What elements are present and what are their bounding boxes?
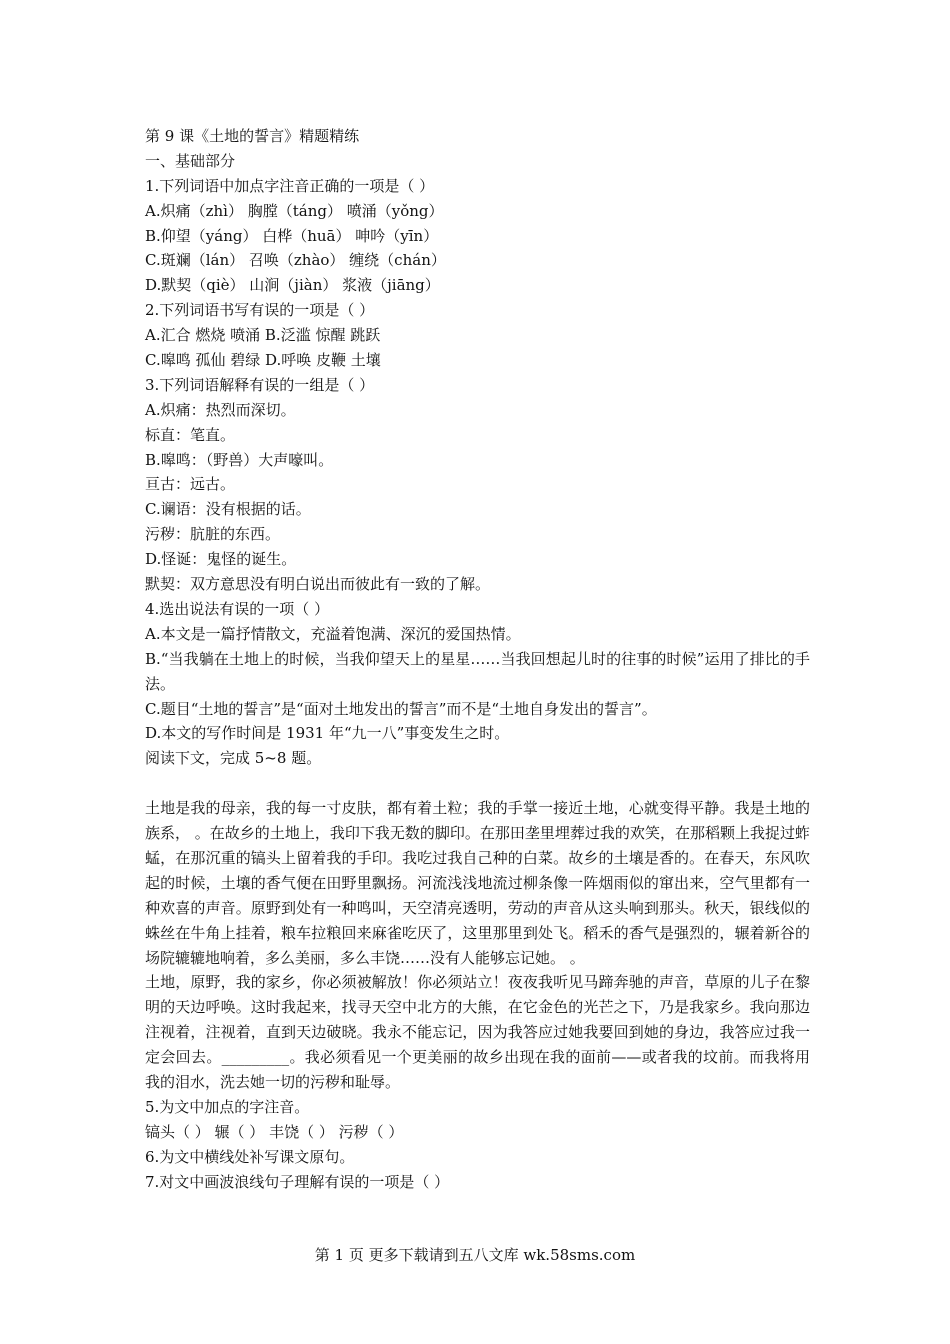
passage-paragraph-1: 土地是我的母亲，我的每一寸皮肤，都有着土粒；我的手掌一接近土地，心就变得平静。我是土地的族系， 。在故乡的土地上，我印下我无数的脚印。在那田垄里埋葬过我的欢笑，在那稻颗上我捉过蚱蜢，在那沉重的镐头上留着我的手印。我吃过我自己种的白菜。故乡的土壤是香的。在春天，东风吹起的时候，土壤的香气便在田野里飘扬。河流浅浅地流过柳条像一阵烟雨似的窜出来，空气里都有一种欢喜的声音。原野到处有一种鸣叫，天空清亮透明，劳动的声音从这头响到那头。秋天，银线似的蛛丝在牛角上挂着，粮车拉粮回来麻雀吃厌了，这里那里到处飞。稻禾的香气是强烈的，辗着新谷的场院辘辘地响着，多么美丽，多么丰饶……没有人能够忘记她。 。 (145, 799, 810, 967)
question-1-option-a: A.炽痛（zhì） 胸膛（táng） 喷涌（yǒng） (145, 201, 444, 220)
document-body (145, 124, 810, 1195)
section-heading: 一、基础部分 (145, 151, 236, 170)
question-3-line: A.炽痛：热烈而深切。 (145, 400, 296, 419)
spacer (145, 771, 810, 796)
question-4-stem: 4.选出说法有误的一项（ ） (145, 599, 330, 618)
question-1-option-c: C.斑斓（lán） 召唤（zhào） 缠绕（chán） (145, 251, 446, 270)
question-7-stem: 7.对文中画波浪线句子理解有误的一项是（ ） (145, 1172, 450, 1191)
document-title: 第 9 课《土地的誓言》精题精练 (145, 127, 360, 145)
question-4-option-b: B.“当我躺在土地上的时候，当我仰望天上的星星……当我回想起儿时的往事的时候”运用了排比的手法。 (145, 649, 810, 693)
question-3-stem: 3.下列词语解释有误的一组是（ ） (145, 375, 375, 394)
question-6-stem: 6.为文中横线处补写课文原句。 (145, 1147, 355, 1166)
question-3-line: D.怪诞：鬼怪的诞生。 (145, 550, 297, 569)
question-2-option-ab: A.汇合 燃烧 喷涌 B.泛滥 惊醒 跳跃 (145, 326, 381, 345)
passage-paragraph-2: 土地，原野，我的家乡，你必须被解放！你必须站立！夜夜我听见马蹄奔驰的声音，草原的儿子在黎明的天边呼唤。这时我起来，找寻天空中北方的大熊，在它金色的光芒之下，乃是我家乡。我向那边注视着，注视着，直到天边破晓。我永不能忘记，因为我答应过她我要回到她的身边，我答应过我一定会回去。_________。我必须看见一个更美丽的故乡出现在我的面前——或者我的坟前。而我将用我的泪水，洗去她一切的污秽和耻辱。 (145, 973, 810, 1092)
question-3-line: C.谰语：没有根据的话。 (145, 500, 311, 519)
question-3-line: 标直：笔直。 (145, 425, 236, 444)
question-2-stem: 2.下列词语书写有误的一项是（ ） (145, 301, 375, 320)
question-4-option-d: D.本文的写作时间是 1931 年“九一八”事变发生之时。 (145, 724, 510, 743)
question-1-option-b: B.仰望（yáng） 白桦（huā） 呻吟（yīn） (145, 226, 439, 245)
question-5-stem: 5.为文中加点的字注音。 (145, 1097, 310, 1116)
question-5-answer-line: 镐头（ ） 辗（ ） 丰饶（ ） 污秽（ ） (145, 1122, 404, 1141)
question-1-stem: 1.下列词语中加点字注音正确的一项是（ ） (145, 176, 435, 195)
question-2-option-cd: C.嗥鸣 孤仙 碧绿 D.呼唤 皮鞭 土壤 (145, 351, 381, 370)
question-4-option-a: A.本文是一篇抒情散文，充溢着饱满、深沉的爱国热情。 (145, 624, 521, 643)
question-3-line: 污秽：肮脏的东西。 (145, 525, 281, 544)
question-1-option-d: D.默契（qiè） 山涧（jiàn） 浆液（jiāng） (145, 276, 440, 295)
reading-instruction: 阅读下文，完成 5~8 题。 (145, 749, 322, 768)
question-3-line: 亘古：远古。 (145, 475, 236, 494)
page-footer: 第 1 页 更多下载请到五八文库 wk.58sms.com (314, 1246, 636, 1264)
question-4-option-c: C.题目“土地的誓言”是“面对土地发出的誓言”而不是“土地自身发出的誓言”。 (145, 699, 657, 718)
question-3-line: 默契：双方意思没有明白说出而彼此有一致的了解。 (145, 575, 491, 594)
question-3-line: B.嗥鸣：（野兽）大声嚎叫。 (145, 450, 334, 469)
